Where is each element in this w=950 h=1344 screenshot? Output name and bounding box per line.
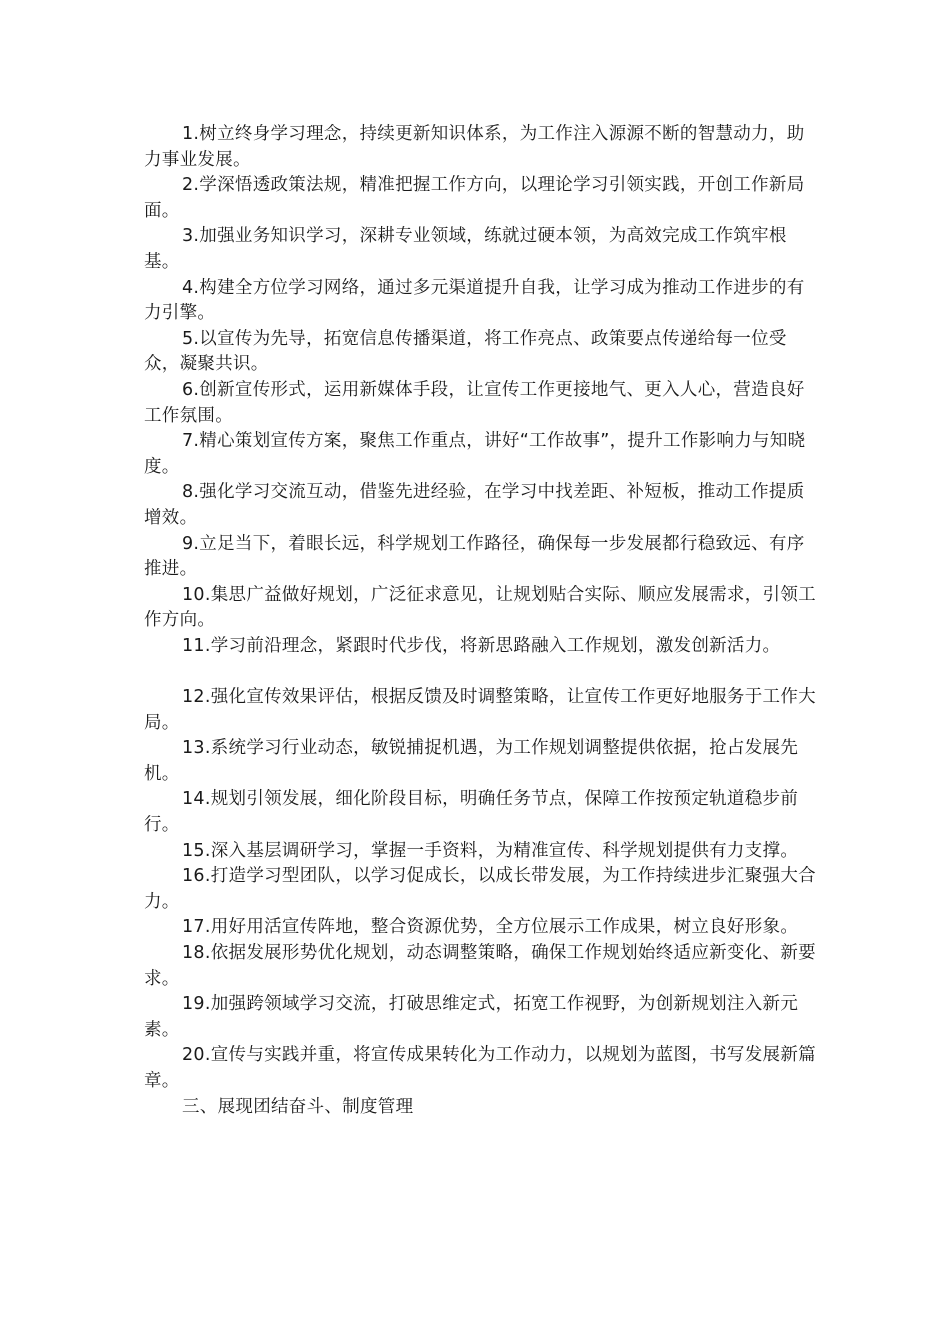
paragraph-16: 16.打造学习型团队，以学习促成长，以成长带发展，为工作持续进步汇聚强大合力。 — [144, 866, 816, 912]
paragraph-1: 1.树立终身学习理念，持续更新知识体系，为工作注入源源不断的智慧动力，助力事业发展。 — [144, 124, 805, 170]
paragraph-20: 20.宣传与实践并重，将宣传成果转化为工作动力，以规划为蓝图，书写发展新篇章。 — [144, 1045, 816, 1091]
paragraph-4: 4.构建全方位学习网络，通过多元渠道提升自我，让学习成为推动工作进步的有力引擎。 — [144, 277, 805, 324]
paragraph-6: 6.创新宣传形式，运用新媒体手段，让宣传工作更接地气、更入人心，营造良好工作氛围。 — [144, 379, 805, 426]
paragraph-10: 10.集思广益做好规划，广泛征求意见，让规划贴合实际、顺应发展需求，引领工作方向。 — [144, 584, 816, 631]
paragraph-5: 5.以宣传为先导，拓宽信息传播渠道，将工作亮点、政策要点传递给每一位受众，凝聚共识。 — [144, 328, 787, 375]
paragraph-18: 18.依据发展形势优化规划，动态调整策略，确保工作规划始终适应新变化、新要求。 — [144, 943, 816, 989]
document-body — [144, 122, 816, 1120]
paragraph-2: 2.学深悟透政策法规，精准把握工作方向，以理论学习引领实践，开创工作新局面。 — [144, 175, 805, 221]
paragraph-17: 17.用好用活宣传阵地，整合资源优势，全方位展示工作成果，树立良好形象。 — [182, 917, 799, 938]
paragraph-8: 8.强化学习交流互动，借鉴先进经验，在学习中找差距、补短板，推动工作提质增效。 — [144, 482, 805, 528]
paragraph-19: 19.加强跨领域学习交流，打破思维定式，拓宽工作视野，为创新规划注入新元素。 — [144, 994, 799, 1040]
paragraph-9: 9.立足当下，着眼长远，科学规划工作路径，确保每一步发展都行稳致远、有序推进。 — [144, 533, 805, 580]
paragraph-7: 7.精心策划宣传方案，聚焦工作重点，讲好“工作故事”，提升工作影响力与知晓度。 — [144, 431, 806, 477]
paragraph-12: 12.强化宣传效果评估，根据反馈及时调整策略，让宣传工作更好地服务于工作大局。 — [144, 687, 816, 733]
section-heading: 三、展现团结奋斗、制度管理 — [182, 1096, 414, 1117]
paragraph-3: 3.加强业务知识学习，深耕专业领域，练就过硬本领，为高效完成工作筑牢根基。 — [144, 226, 787, 272]
paragraph-11: 11.学习前沿理念，紧跟时代步伐，将新思路融入工作规划，激发创新活力。 — [182, 635, 781, 656]
paragraph-13: 13.系统学习行业动态，敏锐捕捉机遇，为工作规划调整提供依据，抢占发展先机。 — [144, 738, 799, 784]
paragraph-15: 15.深入基层调研学习，掌握一手资料，为精准宣传、科学规划提供有力支撑。 — [182, 840, 799, 861]
paragraph-14: 14.规划引领发展，细化阶段目标，明确任务节点，保障工作按预定轨道稳步前行。 — [144, 789, 799, 836]
